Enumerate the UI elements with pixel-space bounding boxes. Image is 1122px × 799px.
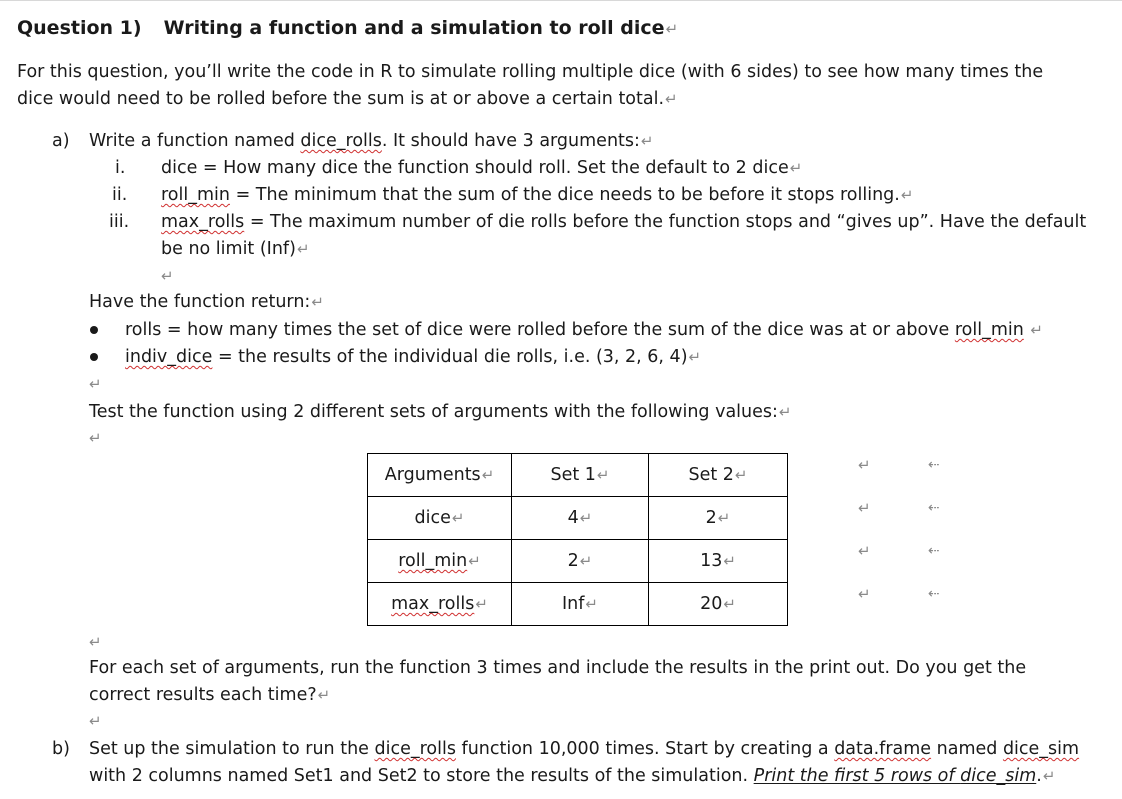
part-b-line2-pre: with 2 columns named Set1 and Set2 to store the results of the simulation. (89, 766, 754, 786)
paragraph-mark: ↵ (665, 20, 679, 38)
part-b-line-1 (89, 737, 1079, 761)
part-a-lead-text: Write a function named (89, 131, 301, 151)
return-item-rolls (125, 318, 1043, 342)
table-cell (649, 540, 788, 583)
paragraph-mark: ↵ (789, 159, 803, 177)
cell-end-mark: ⇠ (928, 543, 940, 559)
test-intro (89, 400, 792, 424)
paragraph-mark: ↵ (723, 552, 736, 570)
arg-2-name: roll_min (161, 185, 230, 205)
part-b-print-sim-name: dice_sim (960, 766, 1037, 786)
table-row (368, 583, 788, 626)
row-end-mark: ↵ (858, 585, 871, 603)
return-heading (89, 290, 324, 314)
part-b-line-2 (89, 764, 1055, 788)
row-maxrolls-label: max_rolls (391, 594, 475, 614)
paragraph-mark: ↵ (596, 466, 610, 484)
table-cell (649, 497, 788, 540)
row-rollmin-set1: 2 (567, 551, 579, 571)
paragraph-mark: ↵ (640, 132, 654, 150)
arg-3-text (161, 210, 1086, 234)
empty-paragraph-mark: ↵ (89, 429, 102, 447)
paragraph-mark: ↵ (481, 466, 495, 484)
return-item-indiv-dice (125, 345, 701, 369)
intro-line-1: For this question, you’ll write the code in R to simulate rolling multiple dice (with 6 sides) to see how many times the (17, 62, 1044, 82)
table-cell (368, 540, 512, 583)
arg-3-cont-text: be no limit (Inf) (161, 239, 296, 259)
part-b-line1-mid2: named (931, 739, 1003, 759)
fn-name-dice-rolls: dice_rolls (300, 131, 382, 151)
arg-3-name: max_rolls (161, 212, 245, 232)
arg-1-desc: dice = How many dice the function should roll. Set the default to 2 dice (161, 158, 789, 178)
arg-2-desc: = The minimum that the sum of the dice needs to be before it stops rolling. (230, 185, 900, 205)
arguments-table (367, 453, 788, 626)
paragraph-mark: ↵ (296, 240, 310, 258)
question-number: Question 1) (17, 17, 142, 39)
table-cell (649, 583, 788, 626)
part-b-line1-mid: function 10,000 times. Start by creating a (455, 739, 835, 759)
arg-2-number: ii. (112, 185, 128, 205)
paragraph-mark: ↵ (734, 466, 748, 484)
return-indiv-name: indiv_dice (125, 347, 213, 367)
table-cell (512, 497, 649, 540)
header-set1: Set 1 (550, 465, 596, 485)
part-b-fn-name: dice_rolls (374, 739, 456, 759)
followup-line-2 (89, 683, 330, 707)
table-cell (368, 497, 512, 540)
paragraph-mark: ↵ (451, 509, 465, 527)
return-indiv-text: = the results of the individual die rolls, i.e. (3, 2, 6, 4) (212, 347, 688, 367)
bullet-icon (90, 326, 98, 334)
paragraph-mark: ↵ (475, 595, 488, 613)
part-b-sim-name: dice_sim (1002, 739, 1080, 759)
paragraph-mark: ↵ (900, 186, 914, 204)
part-b-line1-pre: Set up the simulation to run the (89, 739, 375, 759)
table-header-cell (368, 454, 512, 497)
row-rollmin-label: roll_min (398, 551, 468, 571)
empty-paragraph-mark: ↵ (89, 712, 102, 730)
paragraph-mark: ↵ (579, 552, 593, 570)
part-a-lead (89, 129, 654, 153)
table-cell (512, 583, 649, 626)
arg-2-text (161, 183, 913, 207)
arg-3-continuation (161, 237, 310, 261)
paragraph-mark: ↵ (723, 595, 736, 613)
paragraph-mark: ↵ (688, 348, 702, 366)
part-b-print-instruction: Print the first 5 rows of (753, 766, 961, 786)
arg-3-desc: = The maximum number of die rolls before the function stops and “gives up”. Have the default (244, 212, 1087, 232)
return-rolls-name: roll_min (954, 320, 1024, 340)
empty-paragraph-mark: ↵ (89, 375, 102, 393)
paragraph-mark: ↵ (317, 686, 331, 704)
return-heading-text: Have the function return: (89, 292, 311, 312)
table-row (368, 540, 788, 583)
row-end-mark: ↵ (858, 542, 871, 560)
question-heading (17, 16, 678, 41)
intro-line-2 (17, 87, 678, 111)
paragraph-mark: ↵ (1030, 321, 1043, 339)
paragraph-mark: ↵ (311, 293, 324, 311)
part-b-label: b) (52, 739, 70, 759)
row-maxrolls-set2: 20 (700, 594, 723, 614)
paragraph-mark: ↵ (717, 509, 731, 527)
test-intro-text: Test the function using 2 different sets of arguments with the following values: (89, 402, 778, 422)
table-header-cell (649, 454, 788, 497)
return-rolls-text: rolls = how many times the set of dice were rolled before the sum of the dice was at or above (125, 320, 955, 340)
paragraph-mark: ↵ (778, 403, 792, 421)
table-row (368, 497, 788, 540)
row-dice-set1: 4 (567, 508, 579, 528)
cell-end-mark: ⇠ (928, 457, 940, 473)
paragraph-mark: ↵ (579, 509, 593, 527)
paragraph-mark: ↵ (585, 595, 598, 613)
cell-end-mark: ⇠ (928, 500, 940, 516)
table-header-row (368, 454, 788, 497)
row-rollmin-set2: 13 (700, 551, 723, 571)
row-maxrolls-set1: Inf (562, 594, 585, 614)
part-b-line2-end: . (1036, 766, 1042, 786)
header-set2: Set 2 (688, 465, 734, 485)
empty-paragraph-mark: ↵ (89, 633, 102, 651)
paragraph-mark: ↵ (468, 552, 481, 570)
row-dice-label: dice (414, 508, 451, 528)
followup-line-1: For each set of arguments, run the function 3 times and include the results in the print out. Do you get the (89, 658, 1027, 678)
part-a-label: a) (52, 131, 70, 151)
arg-1-text (161, 156, 802, 180)
page-top-border (0, 0, 1122, 1)
row-end-mark: ↵ (858, 456, 871, 474)
arg-1-number: i. (115, 158, 126, 178)
followup-line-2-text: correct results each time? (89, 685, 317, 705)
empty-paragraph-mark: ↵ (161, 267, 174, 285)
paragraph-mark: ↵ (665, 90, 678, 108)
intro-line-2-text: dice would need to be rolled before the sum is at or above a certain total. (17, 89, 665, 109)
return-rolls-post (1024, 320, 1030, 340)
row-end-mark: ↵ (858, 499, 871, 517)
question-title: Writing a function and a simulation to roll dice (163, 17, 665, 39)
table-cell (368, 583, 512, 626)
arg-3-number: iii. (109, 212, 130, 232)
bullet-icon (90, 353, 98, 361)
row-dice-set2: 2 (705, 508, 717, 528)
paragraph-mark: ↵ (1042, 767, 1056, 785)
header-arguments: Arguments (384, 465, 481, 485)
part-b-dataframe: data.frame (834, 739, 932, 759)
cell-end-mark: ⇠ (928, 586, 940, 602)
table-cell (512, 540, 649, 583)
table-header-cell (512, 454, 649, 497)
part-a-lead-end: . It should have 3 arguments: (381, 131, 640, 151)
